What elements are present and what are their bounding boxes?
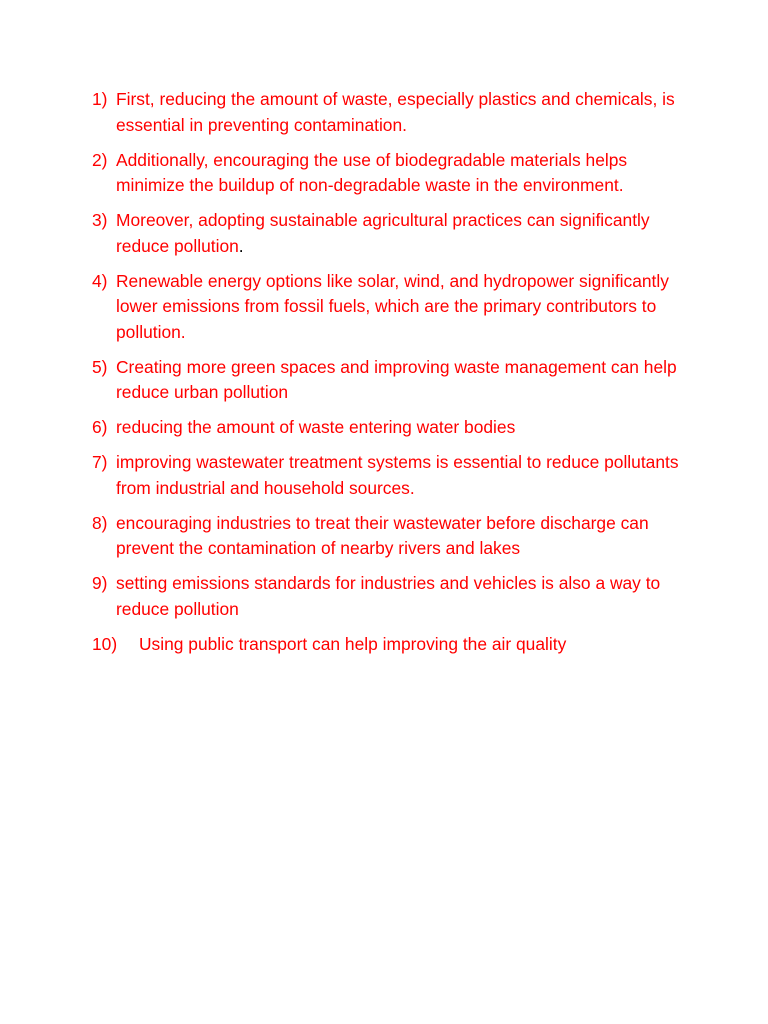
list-item — [92, 269, 682, 346]
list-item — [92, 148, 682, 199]
list-text: Renewable energy options like solar, wind, and hydropower significantly lower emissions from fossil fuels, which are the primary contributors to pollution. — [116, 270, 669, 342]
list-number: 1) — [92, 89, 108, 109]
list-item — [92, 632, 682, 658]
list-text: encouraging industries to treat their wastewater before discharge can prevent the contamination of nearby rivers and lakes — [116, 512, 649, 558]
list-number: 5) — [92, 356, 108, 377]
numbered-list — [92, 87, 682, 667]
list-number: 3) — [92, 210, 108, 230]
list-number: 10) — [92, 633, 118, 654]
list-text: Creating more green spaces and improving waste management can help reduce urban pollution — [116, 356, 677, 402]
list-number: 7) — [92, 452, 108, 472]
list-text: Additionally, encouraging the use of biodegradable materials helps minimize the buildup of non-degradable waste in the environment. — [116, 149, 628, 195]
list-item — [92, 511, 682, 562]
list-text: reducing the amount of waste entering water bodies — [116, 417, 516, 437]
list-text-wrapper — [116, 208, 682, 259]
list-text: Using public transport can help improving the air quality — [139, 633, 567, 654]
list-item — [92, 208, 682, 259]
list-text: Moreover, adopting sustainable agricultural practices can significantly reduce pollution — [116, 210, 650, 256]
list-text: improving wastewater treatment systems is essential to reduce pollutants from industrial and household sources. — [116, 452, 679, 498]
list-text: setting emissions standards for industries and vehicles is also a way to reduce pollution — [116, 573, 661, 619]
list-number: 4) — [92, 270, 108, 291]
list-item — [92, 415, 682, 441]
list-number: 9) — [92, 573, 108, 593]
list-number: 6) — [92, 417, 108, 437]
list-item — [92, 450, 682, 501]
list-text: First, reducing the amount of waste, especially plastics and chemicals, is essential in preventing contamination. — [116, 89, 675, 135]
list-item — [92, 571, 682, 622]
list-text-trailing: . — [238, 235, 244, 256]
list-item — [92, 87, 682, 138]
list-number: 2) — [92, 149, 108, 170]
list-item — [92, 355, 682, 406]
list-number: 8) — [92, 512, 108, 533]
